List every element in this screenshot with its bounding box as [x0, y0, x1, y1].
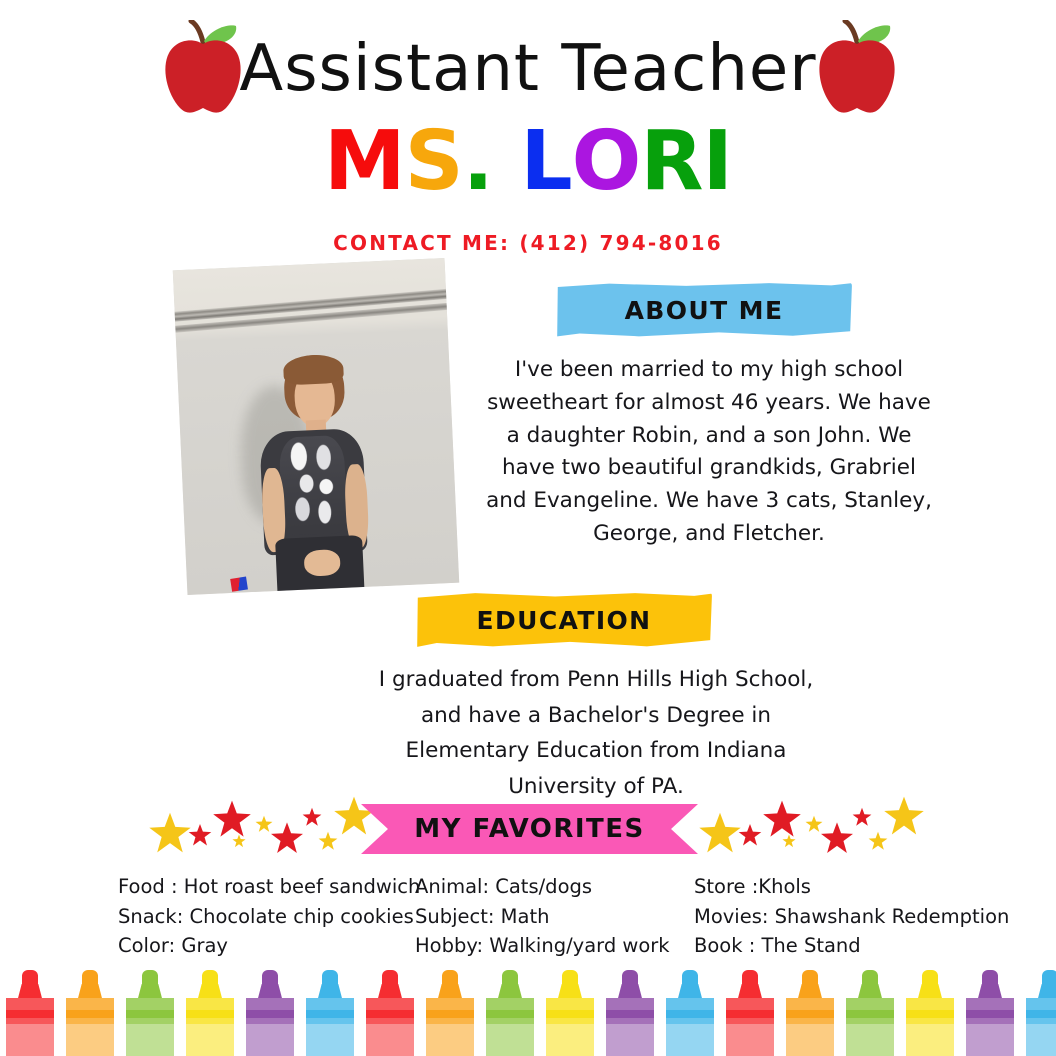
teacher-name-letter: L [520, 114, 572, 209]
contact-line: CONTACT ME: (412) 794-8016 [333, 231, 723, 255]
star-icon [270, 821, 304, 859]
star-icon [883, 795, 925, 841]
teacher-name-letter: O [571, 114, 641, 209]
crayon-icon [840, 966, 900, 1056]
about-me-banner [556, 282, 852, 338]
star-icon [148, 811, 192, 859]
favorites-item: Subject: Math [415, 904, 550, 928]
crayon-icon [960, 966, 1020, 1056]
education-banner-label: EDUCATION [476, 605, 652, 635]
crayon-icon [120, 966, 180, 1056]
crayon-icon [0, 966, 60, 1056]
favorites-item: Store :Khols [694, 875, 811, 898]
header [0, 8, 1056, 120]
crayon-icon [240, 966, 300, 1056]
page-title: Assistant Teacher [239, 32, 817, 106]
teacher-photo [173, 258, 459, 595]
teacher-name-letter: . [462, 114, 493, 209]
favorites-item: Book : The Stand [694, 934, 861, 957]
star-icon [852, 807, 872, 831]
star-icon [738, 823, 762, 851]
favorites-item: Color: Gray [118, 934, 228, 957]
about-me-banner-label: ABOUT ME [624, 295, 784, 325]
favorites-column [118, 872, 420, 961]
star-icon [698, 811, 742, 859]
star-icon [188, 823, 212, 851]
crayon-icon [300, 966, 360, 1056]
star-cluster-left [140, 793, 372, 859]
teacher-name-letter: I [702, 114, 733, 209]
star-icon [302, 807, 322, 831]
my-favorites-banner [361, 804, 698, 854]
crayon-icon [540, 966, 600, 1056]
crayon-icon [1020, 966, 1056, 1056]
crayon-icon [720, 966, 780, 1056]
teacher-name-letter [493, 114, 521, 210]
crayon-icon [600, 966, 660, 1056]
favorites-column [415, 872, 670, 961]
favorites-column [694, 872, 1009, 961]
education-text: I graduated from Penn Hills High School, and have a Bachelor's Degree in Elementary Education from Indiana University of PA. [378, 667, 814, 799]
about-me-text: I've been married to my high school sweetheart for almost 46 years. We have a daughter Robin, and a son John. We have two beautiful grandkids, Grabriel and Evangeline. We have 3 cats, Stanley, George, and Fletcher. [486, 357, 932, 546]
crayon-border [0, 960, 1056, 1056]
crayon-icon [180, 966, 240, 1056]
crayon-icon [780, 966, 840, 1056]
favorites-item: Food : Hot roast beef sandwich [118, 875, 421, 898]
star-icon [232, 833, 246, 852]
my-favorites-banner-label: MY FAVORITES [414, 814, 645, 844]
crayon-icon [360, 966, 420, 1056]
favorites-item: Movies: Shawshank Redemption [694, 904, 1010, 928]
crayon-icon [660, 966, 720, 1056]
favorites-item: Snack: Chocolate chip cookies [118, 904, 414, 928]
star-icon [782, 833, 796, 852]
crayon-icon [480, 966, 540, 1056]
crayon-icon [420, 966, 480, 1056]
education-banner [416, 592, 712, 648]
crayon-icon [60, 966, 120, 1056]
favorites-item: Animal: Cats/dogs [415, 875, 593, 898]
teacher-name-letter: R [640, 114, 703, 209]
star-icon [820, 821, 854, 859]
teacher-name [0, 114, 1056, 210]
teacher-name-letter: M [323, 114, 405, 209]
favorites-item: Hobby: Walking/yard work [415, 934, 670, 957]
star-cluster-right [690, 793, 922, 859]
crayon-icon [900, 966, 960, 1056]
teacher-name-letter: S [404, 114, 463, 209]
